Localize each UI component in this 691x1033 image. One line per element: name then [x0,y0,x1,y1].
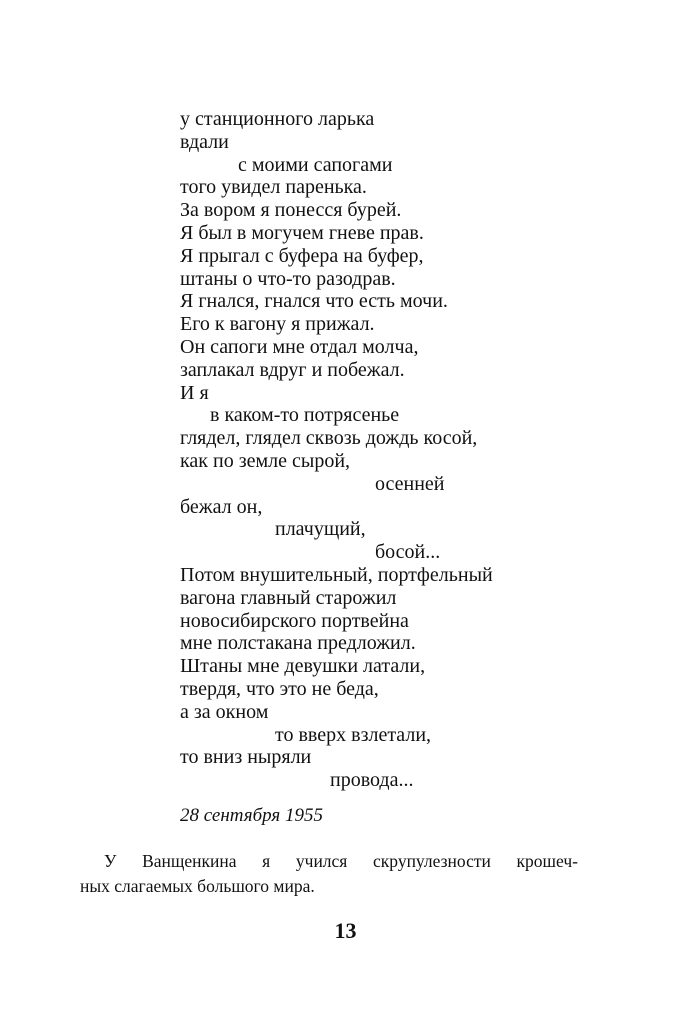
poem-line: у станционного ларька [180,108,375,130]
poem-line: провода... [330,769,414,792]
poem-line: а за окном [180,700,269,723]
poem-line: И я [180,381,209,404]
prose-paragraph [80,849,578,899]
poem-line: штаны о что-то разодрав. [180,267,396,290]
poem-line: как по земле сырой, [180,449,351,472]
poem-line: За вором я понесся бурей. [180,199,402,222]
poem-line: Потом внушительный, портфельный [180,563,493,586]
prose-line: У Ванщенкина я учился скрупулезности крошеч- [104,851,578,871]
poem-line: Штаны мне девушки латали, [180,655,426,678]
poem-line: с моими сапогами [238,153,393,176]
poem-line: мне полстакана предложил. [180,632,416,655]
poem-line: то вверх взлетали, [275,723,432,746]
poem-line: вдали [180,130,229,153]
poem-line: то вниз ныряли [180,746,312,769]
poem-line: новосибирского портвейна [180,609,409,632]
poem-line: Я гнался, гнался что есть мочи. [180,290,448,313]
page-number: 13 [334,918,357,943]
poem-line: осенней [375,472,445,495]
poem-line: бежал он, [180,495,263,518]
poem-line: Он сапоги мне отдал молча, [180,335,419,358]
poem [180,108,493,792]
poem-line: босой... [375,541,441,564]
prose-line: ных слагаемых большого мира. [80,876,315,896]
poem-line: вагона главный старожил [180,586,397,609]
poem-line: Я прыгал с буфера на буфер, [180,244,424,267]
poem-line: заплакал вдруг и побежал. [180,358,405,381]
poem-date: 28 сентября 1955 [180,805,323,826]
poem-line: Его к вагону я прижал. [180,313,375,336]
poem-line: глядел, глядел сквозь дождь косой, [180,427,478,450]
poem-line: твердя, что это не беда, [180,677,379,700]
poem-line: в каком-то потрясенье [210,404,400,427]
poem-line: плачущий, [275,518,366,541]
poem-line: Я был в могучем гневе прав. [180,221,424,244]
poem-line: того увидел паренька. [180,176,367,199]
